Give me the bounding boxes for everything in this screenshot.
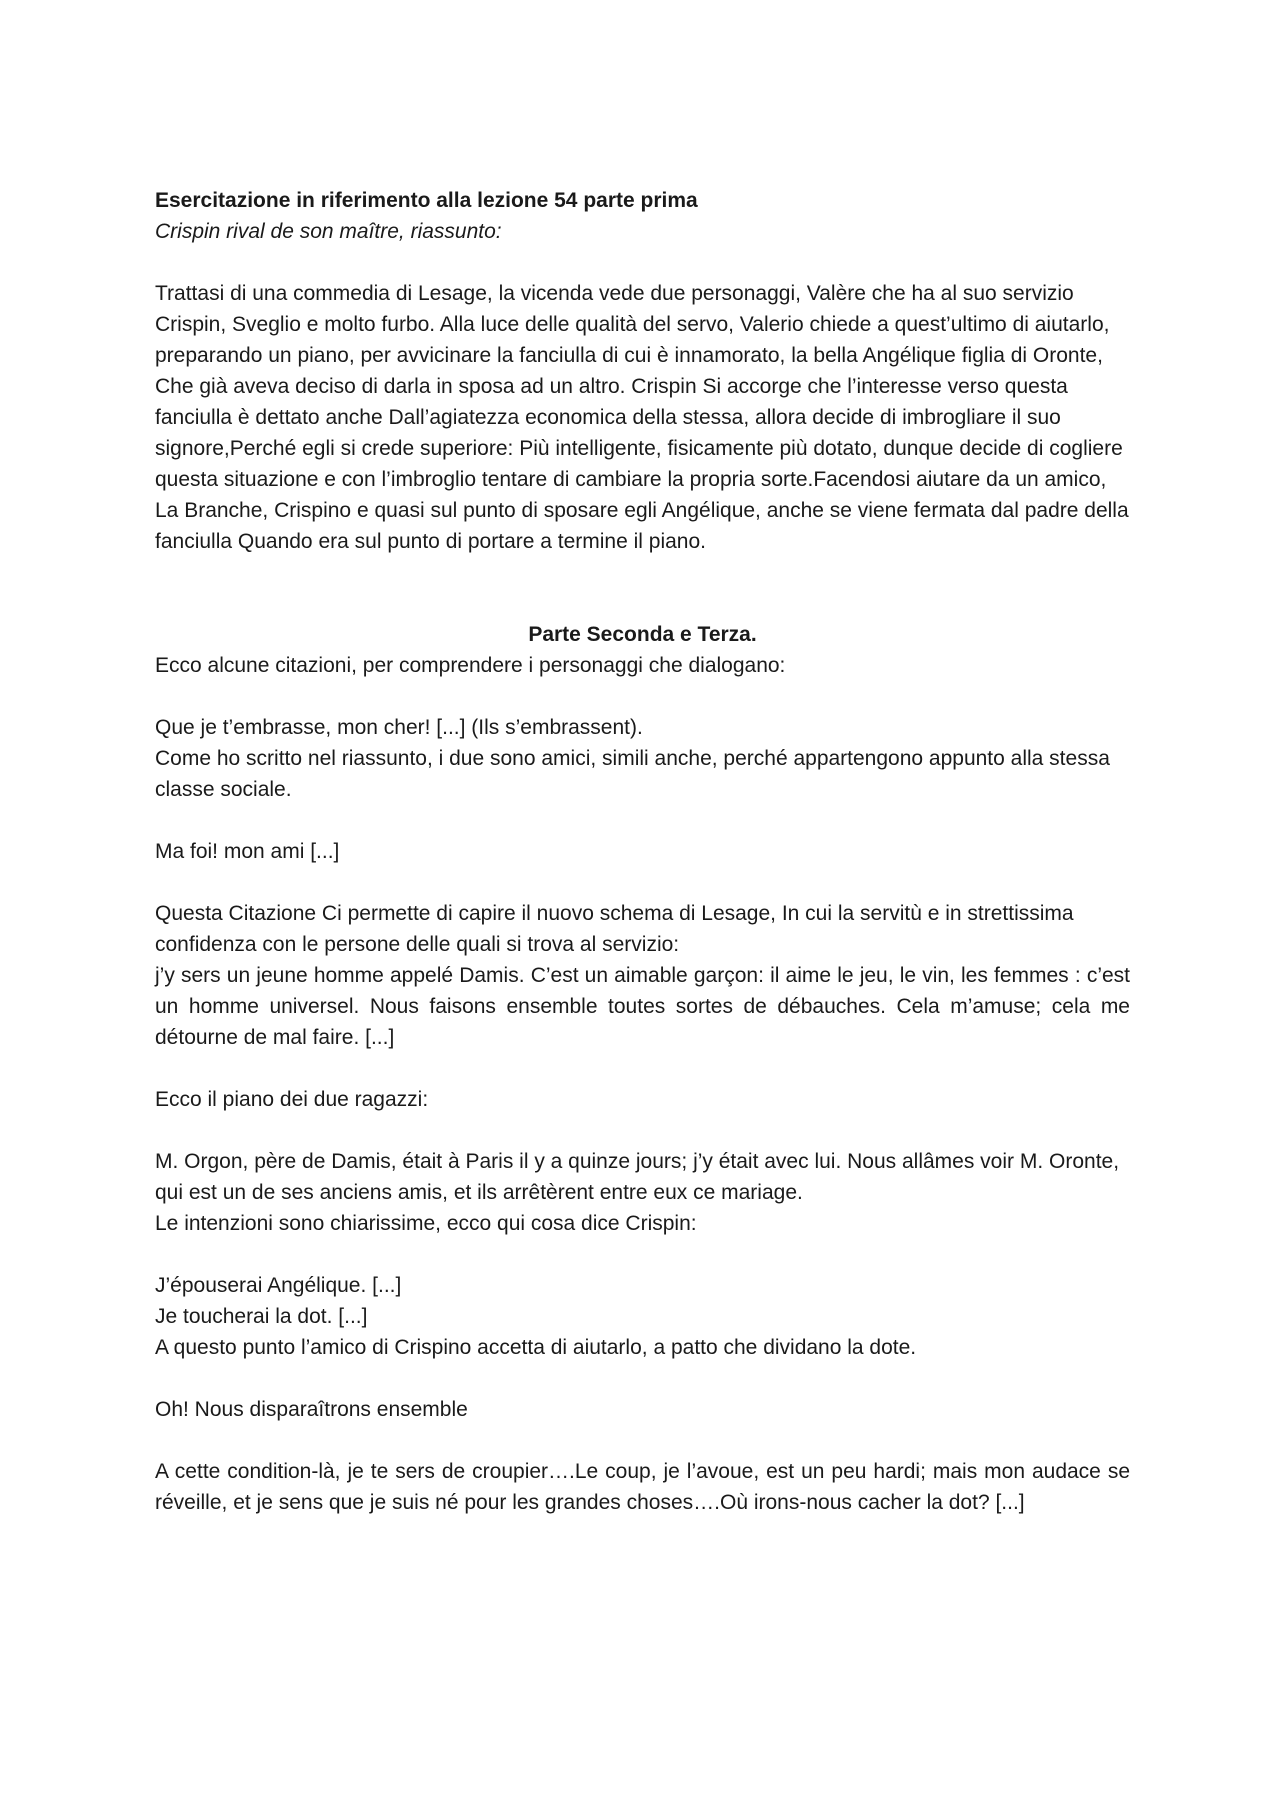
quote-damis: j’y sers un jeune homme appelé Damis. C’est un aimable garçon: il aime le jeu, le vin, les femmes : c’est un homme universel. Nous faisons ensemble toutes sortes de débauches. Cela m’amuse; cela me détourne de mal faire. [...] [155, 964, 1130, 1049]
spacer [155, 867, 1130, 898]
summary-paragraph: Trattasi di una commedia di Lesage, la vicenda vede due personaggi, Valère che ha al suo servizio Crispin, Sveglio e molto furbo. Alla luce delle qualità del servo, Valerio chiede a quest’ultimo di aiutarlo, preparando un piano, per avvicinare la fanciulla di cui è innamorato, la bella Angélique figlia di Oronte, Che già aveva deciso di darla in sposa ad un altro. Crispin Si accorge che l’interesse verso questa fanciulla è dettato anche Dall’agiatezza economica della stessa, allora decide di imbrogliare il suo signore,Perché egli si crede superiore: Più intelligente, fisicamente più dotato, dunque decide di cogliere questa situazione e con l’imbroglio tentare di cambiare la propria sorte.Facendosi aiutare da un amico, La Branche, Crispino e quasi sul punto di sposare egli Angélique, anche se viene fermata dal padre della fanciulla Quando era sul punto di portare a termine il piano. [155, 282, 1129, 553]
section-intro: Ecco alcune citazioni, per comprendere i personaggi che dialogano: [155, 654, 786, 677]
spacer [155, 247, 1130, 278]
comment-friends: Come ho scritto nel riassunto, i due sono amici, simili anche, perché appartengono appunto alla stessa classe sociale. [155, 747, 1110, 801]
comment-dote: A questo punto l’amico di Crispino accetta di aiutarlo, a patto che dividano la dote. [155, 1336, 917, 1359]
quote-epouserai: J’épouserai Angélique. [...] [155, 1274, 402, 1297]
quote-ma-foi: Ma foi! mon ami [...] [155, 840, 340, 863]
spacer [155, 1363, 1130, 1394]
spacer [155, 805, 1130, 836]
quote-embrace: Que je t’embrasse, mon cher! [...] (Ils s’embrassent). [155, 716, 643, 739]
spacer [155, 681, 1130, 712]
quote-orgon: M. Orgon, père de Damis, était à Paris il y a quinze jours; j’y était avec lui. Nous allâmes voir M. Oronte, qui est un de ses anciens amis, et ils arrêtèrent entre eux ce mariage. [155, 1150, 1120, 1204]
spacer [155, 1425, 1130, 1456]
spacer [155, 1239, 1130, 1270]
quote-dot: Je toucherai la dot. [...] [155, 1305, 368, 1328]
quote-disparaitrons: Oh! Nous disparaîtrons ensemble [155, 1398, 468, 1421]
spacer [155, 1053, 1130, 1084]
comment-schema: Questa Citazione Ci permette di capire il nuovo schema di Lesage, In cui la servitù e in strettissima confidenza con le persone delle quali si trova al servizio: [155, 902, 1074, 956]
spacer [155, 1115, 1130, 1146]
document-title: Esercitazione in riferimento alla lezione 54 parte prima [155, 189, 698, 212]
spacer [155, 557, 1130, 619]
quote-croupier: A cette condition-là, je te sers de croupier….Le coup, je l’avoue, est un peu hardi; mais mon audace se réveille, et je sens que je suis né pour les grandes choses….Où irons-nous cacher la dot? [...] [155, 1460, 1130, 1514]
document-page [155, 185, 1130, 1518]
section-heading: Parte Seconda e Terza. [528, 623, 757, 646]
comment-intentions: Le intenzioni sono chiarissime, ecco qui cosa dice Crispin: [155, 1212, 697, 1235]
plan-intro: Ecco il piano dei due ragazzi: [155, 1088, 429, 1111]
document-subtitle: Crispin rival de son maître, riassunto: [155, 220, 502, 243]
